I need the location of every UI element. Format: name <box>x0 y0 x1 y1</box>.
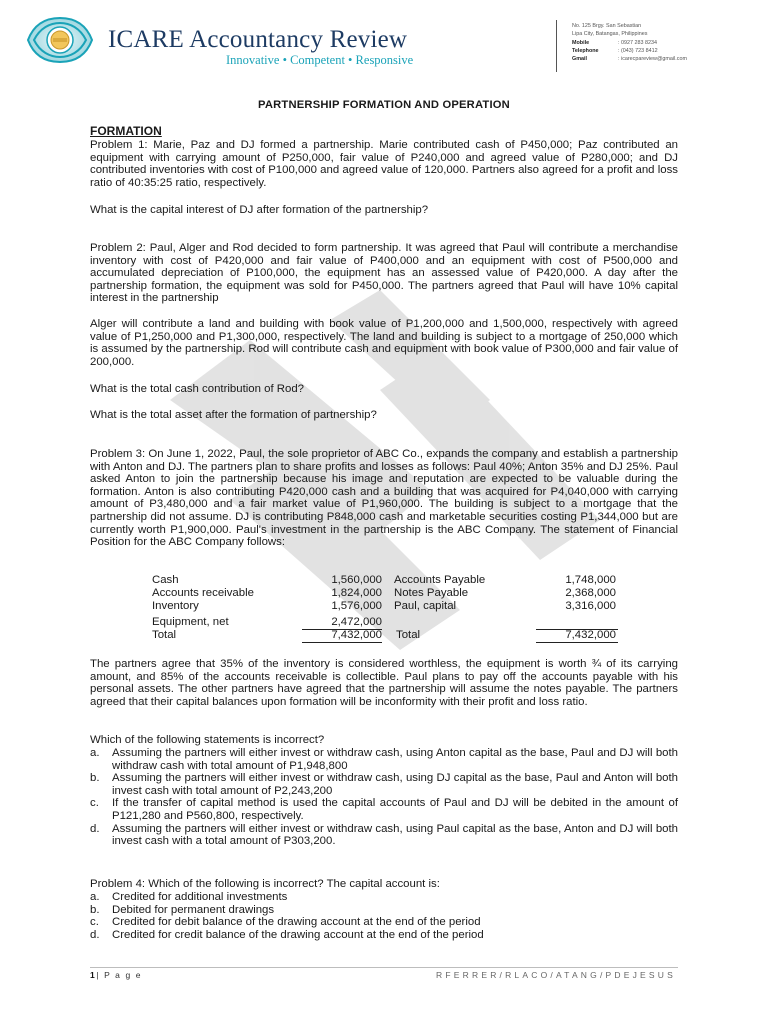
contact-gmail: Gmail : icarecpareview@gmail.com <box>572 56 687 63</box>
fs-left-total-label: Total <box>152 629 177 641</box>
page-number <box>90 970 142 980</box>
brand-title: ICARE Accountancy Review <box>108 26 408 53</box>
problem-4-choices <box>90 891 678 941</box>
problem-2-text-continued: Alger will contribute a land and building with book value of P1,200,000 and 1,500,000, respectively with agreed value of P1,250,000 and P1,300,000, respectively. The land and building is subject to a mortgage of 250,000 which is assumed by the partnership. Rod will contribute cash and equipment with book value of P300,000 and fair value of 200,000. <box>90 318 678 368</box>
problem-2-text: Problem 2: Paul, Alger and Rod decided to form partnership. It was agreed that Paul will contribute a merchandise inventory with cost of P420,000 and fair value of P400,000 and an equipment with cost of P500,000 and accumulated depreciation of P100,000, the equipment has an assessed value of P420,000. A day after the partnership formation, the equipment was sold for P450,000. The partners agreed that Paul will have 10% capital interest in the partnership <box>90 242 678 305</box>
footer-authors: RFERRER/RLACO/ATANG/PDEJESUS <box>436 970 676 980</box>
page-label: | P a g e <box>96 970 143 980</box>
choice-a: a. Assuming the partners will either invest or withdraw cash, using Anton capital as the base, Paul and DJ will both withdraw cash with total amount of P1,948,800 <box>90 747 678 772</box>
choice-c: c. Credited for debit balance of the drawing account at the end of the period <box>90 916 481 929</box>
choice-c: c. If the transfer of capital method is used the capital accounts of Paul and DJ will be debited in the amount of P121,280 and P560,800, respectively. <box>90 797 678 822</box>
fs-left-total-value: 7,432,000 <box>331 629 382 641</box>
problem-1-question: What is the capital interest of DJ after formation of the partnership? <box>90 204 429 216</box>
problem-3-conditions: The partners agree that 35% of the inventory is considered worthless, the equipment is worth ¾ of its carrying amount, and 85% of the accounts receivable is collectible. Paul plans to pay off the accounts payable with his personal assets. The other partners have agreed that the partnership will assume the notes payable. The partners agreed that their capital balances upon formation will be inconformity with their profit and loss ratio. <box>90 658 678 708</box>
contact-block <box>572 22 687 63</box>
problem-4-question: Problem 4: Which of the following is incorrect? The capital account is: <box>90 878 440 890</box>
contact-mobile: Mobile : 0927 283 8234 <box>572 39 657 46</box>
choice-a: a. Credited for additional investments <box>90 891 288 903</box>
section-heading <box>90 125 678 139</box>
fs-right-value: 2,368,000 <box>565 587 616 599</box>
header-divider <box>556 20 557 72</box>
choice-b: b. Assuming the partners will either invest or withdraw cash, using DJ capital as the base, Paul and Anton will both invest cash with total amount of P2,243,200 <box>90 772 678 797</box>
footer-divider <box>90 967 678 968</box>
problem-3-question: Which of the following statements is incorrect? <box>90 734 325 746</box>
fs-right-label: Paul, capital <box>394 600 457 612</box>
fs-left-value: 1,824,000 <box>331 587 382 599</box>
section-heading-formation: FORMATION <box>90 124 162 138</box>
problem-2-question-a: What is the total cash contribution of Rod? <box>90 383 305 395</box>
problem-3-choices <box>90 747 678 848</box>
fs-right-value: 1,748,000 <box>565 574 616 586</box>
fs-left-value: 1,560,000 <box>331 574 382 586</box>
fs-right-label: Accounts Payable <box>394 574 486 586</box>
fs-right-value: 3,316,000 <box>565 600 616 612</box>
brand-tagline: Innovative • Competent • Responsive <box>226 53 414 67</box>
choice-d: d. Credited for credit balance of the drawing account at the end of the period <box>90 928 484 941</box>
fs-left-value: 1,576,000 <box>331 600 382 612</box>
problem-2-question-b: What is the total asset after the formation of partnership? <box>90 409 377 421</box>
logo <box>22 14 98 66</box>
contact-telephone: Telephone : (043) 723 8412 <box>572 47 658 54</box>
fs-left-label: Cash <box>152 574 179 586</box>
page-number-value: 1 <box>90 970 97 980</box>
fs-left-label: Equipment, net <box>152 616 229 628</box>
fs-left-value: 2,472,000 <box>331 616 382 628</box>
problem-3-text: Problem 3: On June 1, 2022, Paul, the sole proprietor of ABC Co., expands the company and establish a partnership with Anton and DJ. The partners plan to share profits and losses as follows: Paul 40%; Anton 35% and DJ 25%. Paul asked Anton to join the partnership because his image and reputation are expected to be valuable during the formation. Anton is also contributing P420,000 cash and a building that was acquired for P4,040,000 with carrying amount of P3,480,000 and a fair market value of P1,960,000. The building is subject to a mortgage that the partnership did not assume. DJ is contributing P848,000 cash and marketable securities costing P1,344,000 but are currently worth P1,900,000. Paul's investment in the partnership is the ABC Company. The statement of Financial Position for the ABC Company follows: <box>90 448 678 549</box>
fs-underline <box>536 642 618 643</box>
contact-address-1: No. 125 Brgy. San Sebastian <box>572 23 642 29</box>
page-title: PARTNERSHIP FORMATION AND OPERATION <box>258 99 510 111</box>
fs-left-label: Inventory <box>152 600 199 612</box>
fs-left-label: Accounts receivable <box>152 587 254 599</box>
fs-underline <box>302 642 382 643</box>
choice-b: b. Debited for permanent drawings <box>90 903 275 916</box>
contact-address-2: Lipa City, Batangas, Philippines <box>572 31 648 38</box>
choice-d: d. Assuming the partners will either invest or withdraw cash, using Paul capital as the base, Anton and DJ will both invest cash with a total amount of P303,200. <box>90 822 678 848</box>
fs-right-total-label: Total <box>396 629 421 641</box>
fs-right-label: Notes Payable <box>394 587 469 599</box>
fs-right-total-value: 7,432,000 <box>565 629 616 641</box>
problem-1-text: Problem 1: Marie, Paz and DJ formed a partnership. Marie contributed cash of P450,000; Paz contributed an equipment with carrying amount of P250,000, fair value of P240,000 and agreed value of P280,000; and DJ contributed inventories with cost of P100,000 and agreed value of 120,000. Partners also agreed for a profit and loss ratio of 40:35:25 ratio, respectively. <box>90 139 678 189</box>
